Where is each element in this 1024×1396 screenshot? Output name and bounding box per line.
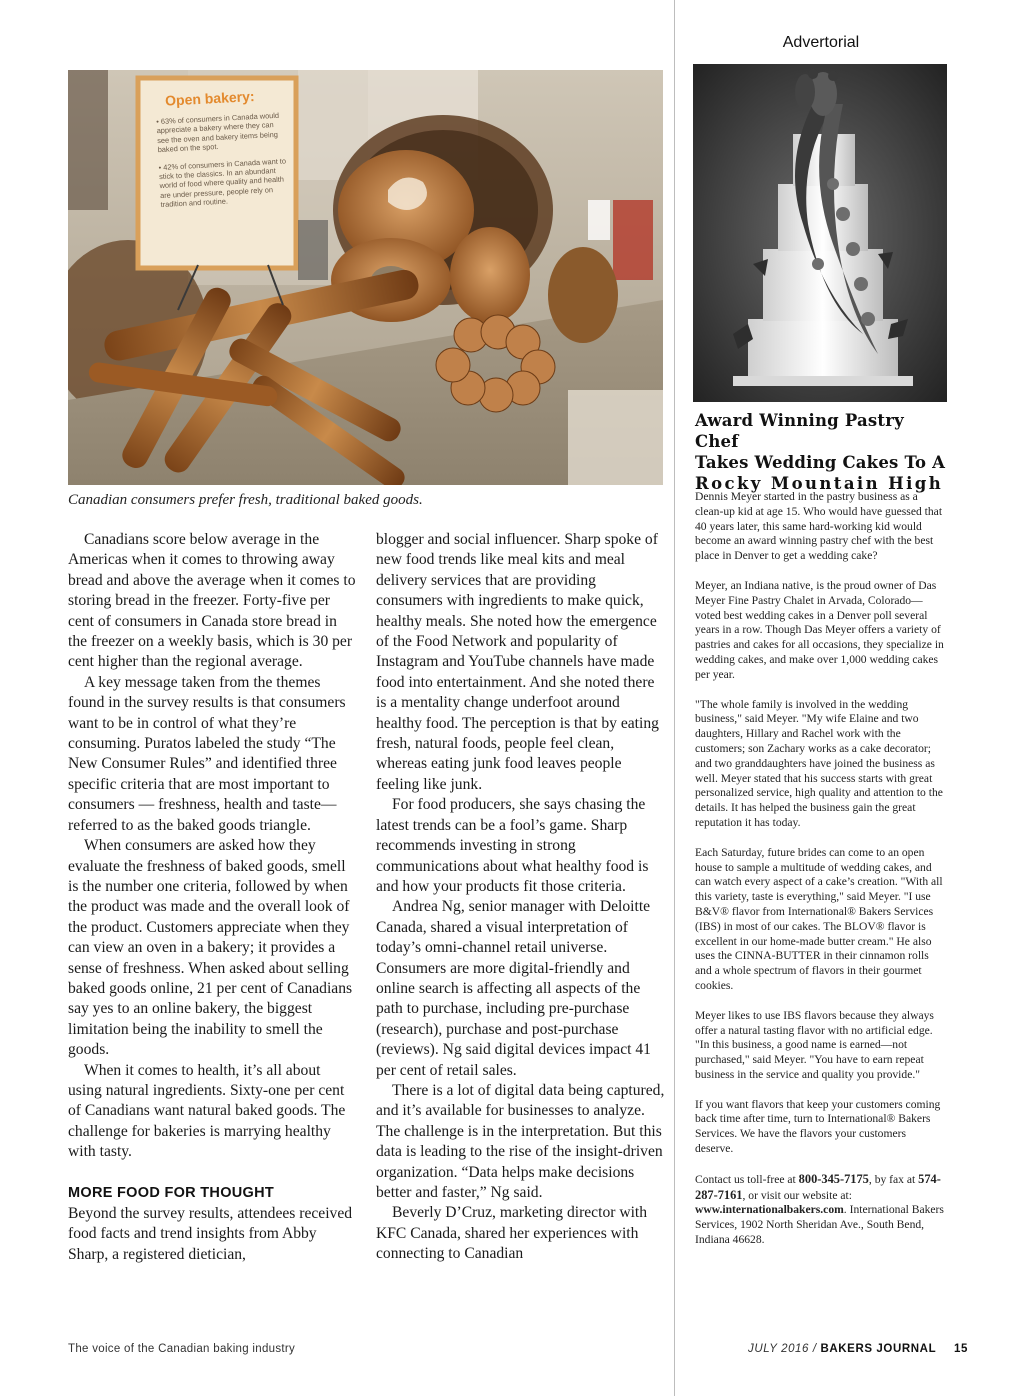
fax-number: 574-287-7161 <box>695 1171 941 1202</box>
advertorial-headline <box>695 410 947 494</box>
page-number: 15 <box>954 1343 968 1355</box>
website-link[interactable]: www.internationalbakers.com <box>695 1203 844 1217</box>
advertorial-body <box>695 490 947 1263</box>
article-paragraph: A key message taken from the themes found in the survey results is that consumers want to be in control of what they’re consuming. Puratos labeled the study “The New Consumer Rules” and identified three specific criteria that are most important to consumers — freshness, health and taste—referred to as the baked goods triangle. <box>68 673 346 834</box>
article-paragraph: For food producers, she says chasing the latest trends can be a fool’s game. Sharp recommends investing in strong communications about what healthy food is and how your products fit those criteria. <box>376 796 649 895</box>
advertorial-label: Advertorial <box>782 34 860 51</box>
web-intro: , or visit our website at: <box>742 1188 852 1202</box>
article-paragraph: There is a lot of digital data being captured, and it’s available for businesses to analyze. The challenge is in the interpretation. But this data is leading to the rise of the insight-driven organization. “Data helps make decisions better and faster,” Ng said. <box>376 1081 665 1201</box>
magazine-name: BAKERS JOURNAL <box>820 1343 937 1355</box>
headline-line-3: Rocky Mountain High <box>695 474 944 493</box>
footer-folio <box>748 1343 968 1355</box>
article-paragraph: Canadians score below average in the Americas when it comes to throwing away bread and above the average when it comes to storing bread in the freezer. Forty-five per cent of consumers in Canada store bread in the freezer on a weekly basis, which is 30 per cent higher than the regional average. <box>68 531 356 671</box>
article-column-1 <box>68 530 358 1265</box>
article-column-2 <box>376 530 666 1265</box>
photo-caption: Canadian consumers prefer fresh, traditional baked goods. <box>68 492 423 508</box>
tollfree-phone[interactable]: 800-345-7175 <box>798 1171 869 1186</box>
headline-line-1: Award Winning Pastry Chef <box>695 411 904 451</box>
article-paragraph: Beverly D’Cruz, marketing director with KFC Canada, shared her experiences with connecting to Canadian <box>376 1204 648 1263</box>
article-paragraph: blogger and social influencer. Sharp spoke of new food trends like meal kits and meal delivery services that are providing consumers with ingredients to make quick, healthy meals. She noted how the emergence of the Food Network and popularity of Instagram and YouTube channels have made food into entertainment. And she noted there is a mentality change underfoot around healthy food. The perception is that by eating fresh, natural foods, people feel clean, whereas eating junk food leaves people feeling like junk. <box>376 531 659 793</box>
company-address: . International Bakers Services, 1902 North Sheridan Ave., South Bend, Indiana 46628. <box>695 1203 944 1247</box>
ad-paragraph: Dennis Meyer started in the pastry business as a clean-up kid at age 15. Who would have guessed that 40 years later, this same hard-working kid would become an award winning pastry chef with the best place in Denver to get a wedding cake? <box>695 490 943 563</box>
ad-paragraph: Each Saturday, future brides can come to an open house to sample a multitude of wedding cakes, and can watch every aspect of a cake’s creation. "With all this variety, taste is everything," said Meyer. "I use B&V® flavor from International® Bakers Services (IBS) in most of our cakes. The BLOV® flavor is excellent in our home-made butter cream." He also uses the CINNA-BUTTER in their cinnamon rolls and a whole spectrum of flavors in their gourmet cookies. <box>695 845 943 992</box>
ad-paragraph: Meyer, an Indiana native, is the proud owner of Das Meyer Fine Pastry Chalet in Arvada, Colorado—voted best wedding cakes in a Denver poll several years in a row. Though Das Meyer offers a variety of pastries and cakes for all occasions, they specialize in wedding cakes, and make over 1,000 wedding cakes per year. <box>695 578 944 681</box>
issue-date: JULY 2016 / <box>748 1343 817 1355</box>
headline-line-2: Takes Wedding Cakes To A <box>695 453 946 472</box>
contact-intro: Contact us toll-free at <box>695 1172 799 1186</box>
ad-paragraph: "The whole family is involved in the wedding business," said Meyer. "My wife Elaine and two daughters, Hillary and Rachel work with the customers; son Zachary works as a cake decorator; and two granddaughters have joined the business as well. Meyer stated that his success starts with great personalized service, high quality and attention to the details. It has helped the business gain the great reputation it has today. <box>695 697 943 829</box>
article-paragraph: When it comes to health, it’s all about using natural ingredients. Sixty-one per cent of Canadians want natural baked goods. The challenge for bakeries is marrying healthy with tasty. <box>68 1061 346 1161</box>
ad-paragraph: Meyer likes to use IBS flavors because they always offer a natural tasting flavor with no artificial edge. "In this business, a good name is earned—not purchased," said Meyer. "You have to earn repeat business in the service and quality you provide." <box>695 1008 934 1081</box>
section-subhead: MORE FOOD FOR THOUGHT <box>68 1184 275 1201</box>
ad-paragraph: If you want flavors that keep your customers coming back time after time, turn to International® Bakers Services. We have the flavors your customers deserve. <box>695 1097 941 1156</box>
bread-display-photo <box>68 70 663 485</box>
sign-title: Open bakery: <box>164 87 255 109</box>
open-bakery-sign <box>140 80 295 265</box>
column-divider <box>674 0 675 1396</box>
ad-contact <box>695 1172 947 1248</box>
article-paragraph: Andrea Ng, senior manager with Deloitte Canada, shared a visual interpretation of today’s omni-channel retail universe. Consumers are more digital-friendly and online search is affecting all aspects of the path to purchase, including pre-purchase (research), purchase and post-purchase (reviews). Ng said digital devices impact 41 per cent of retail sales. <box>376 898 651 1079</box>
wedding-cake-photo <box>693 64 947 402</box>
sign-bullet-2: • 42% of consumers in Canada want to stick to the classics. In an abundant world of food where quality and health are under pressure, people rely on tradition and routine. <box>158 156 287 210</box>
sign-bullet-1: • 63% of consumers in Canada would appreciate a bakery where they can see the oven and bakery items being baked on the spot. <box>155 110 280 155</box>
article-paragraph: When consumers are asked how they evaluate the freshness of baked goods, smell is the number one criteria, followed by when the product was made and the overall look of the product. Customers appreciate when they can view an oven in a bakery; it provides a sense of freshness. When asked about selling baked goods online, 21 per cent of Canadians say yes to an online bakery, the biggest limitation being the inability to smell the goods. <box>68 837 353 1059</box>
article-paragraph: Beyond the survey results, attendees received food facts and trend insights from Abby Sharp, a registered dietician, <box>68 1205 353 1263</box>
footer-tagline: The voice of the Canadian baking industry <box>68 1343 296 1355</box>
fax-intro: , by fax at <box>868 1172 919 1186</box>
